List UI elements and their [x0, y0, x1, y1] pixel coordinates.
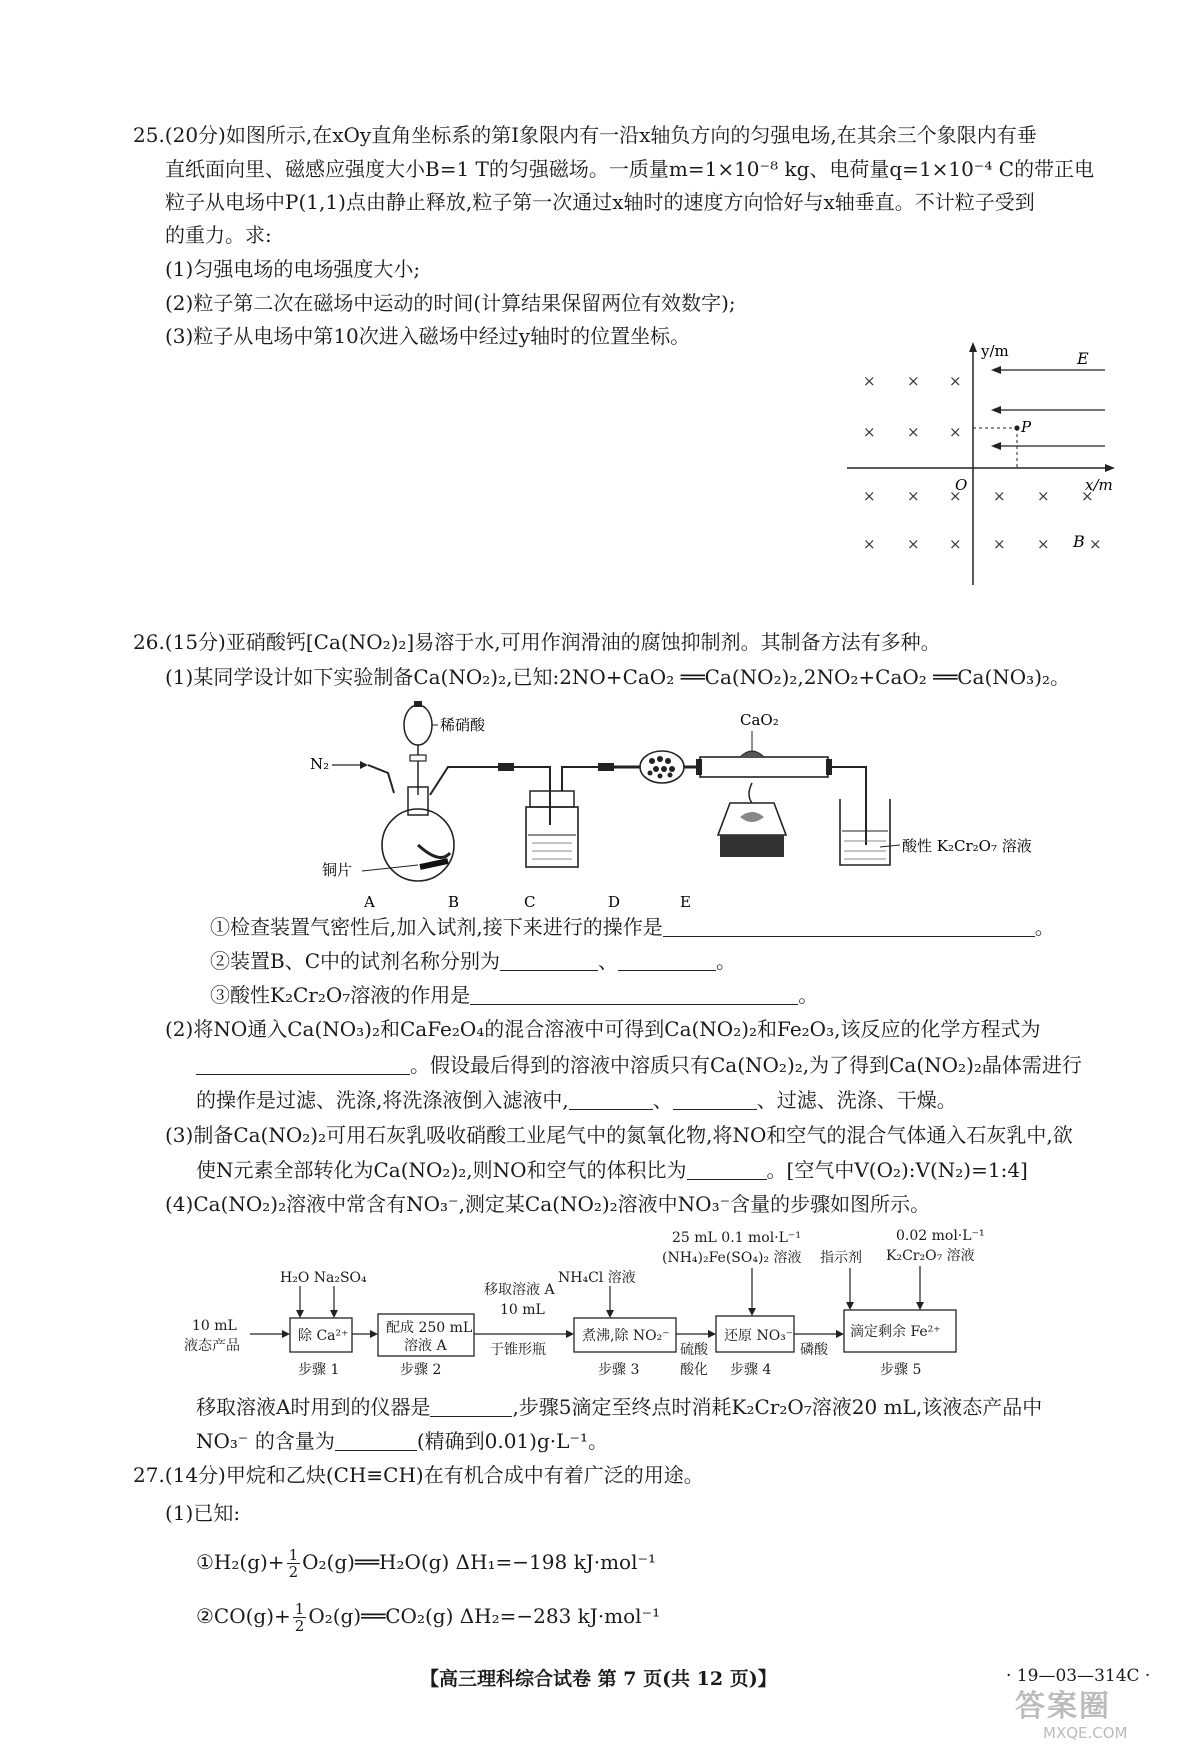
- bottle-b: [526, 807, 578, 867]
- acid-label: 稀硝酸: [440, 716, 486, 734]
- box-3-text: 煮沸,除 NO₂⁻: [582, 1328, 670, 1344]
- input-product: 液态产品: [184, 1338, 240, 1354]
- p-label: P: [1021, 418, 1032, 436]
- q26-p4-line1: (4)Ca(NO₂)₂溶液中常含有NO₃⁻,测定某Ca(NO₂)₂溶液中NO₃⁻含量的步骤如图所示。: [165, 1192, 931, 1216]
- magnetic-field-crosses: [863, 372, 1102, 553]
- q26-s1: ①检查装置气密性后,加入试剂,接下来进行的操作是 。: [210, 915, 1055, 939]
- n2-label: N₂: [310, 755, 330, 773]
- q26-p2-line3: 的操作是过滤、洗涤,将洗涤液倒入滤液中, 、 、过滤、洗涤、干燥。: [196, 1088, 957, 1112]
- blank-2[interactable]: [500, 950, 598, 971]
- step-1-label: 步骤 1: [298, 1362, 340, 1378]
- blank-10[interactable]: [335, 1430, 417, 1451]
- q26-p4-line3: NO₃⁻ 的含量为 (精确到0.01)g·L⁻¹。: [196, 1429, 608, 1453]
- step-4-label: 步骤 4: [730, 1362, 772, 1378]
- svg-text:×: ×: [907, 487, 920, 505]
- box-2-line-1: 配成 250 mL: [386, 1320, 473, 1336]
- q25-line1: 25.(20分)如图所示,在xOy直角坐标系的第Ⅰ象限内有一沿x轴负方向的匀强电场,在其余三个象限内有垂: [133, 123, 1037, 147]
- svg-text:×: ×: [949, 423, 962, 441]
- reagent-3: NH₄Cl 溶液: [558, 1270, 636, 1286]
- arrow-3-bottom-2: 酸化: [680, 1362, 708, 1378]
- svg-text:×: ×: [907, 535, 920, 553]
- label-d: D: [608, 893, 621, 911]
- svg-text:×: ×: [863, 487, 876, 505]
- separatory-funnel: [404, 705, 432, 745]
- solution-label: 酸性 K₂Cr₂O₇ 溶液: [902, 837, 1032, 855]
- q27-line1: 27.(14分)甲烷和乙炔(CH≡CH)在有机合成中有着广泛的用途。: [133, 1463, 704, 1487]
- box-4-text: 还原 NO₃⁻: [724, 1328, 794, 1344]
- apparatus-diagram: [300, 695, 1032, 915]
- q26-p3-line2: 使N元素全部转化为Ca(NO₂)₂,则NO和空气的体积比为 。[空气中V(O₂):V(N₂)=1:4]: [196, 1158, 1028, 1182]
- point-p: [1014, 425, 1019, 430]
- svg-text:×: ×: [1089, 535, 1102, 553]
- titration-flowchart: [180, 1222, 1080, 1382]
- q26-p3-line1: (3)制备Ca(NO₂)₂可用石灰乳吸收硝酸工业尾气中的氮氧化物,将NO和空气的混合气体通入石灰乳中,欲: [165, 1123, 1073, 1147]
- q25-sub3: (3)粒子从电场中第10次进入磁场中经过y轴时的位置坐标。: [165, 324, 691, 348]
- q25-sub1: (1)匀强电场的电场强度大小;: [165, 257, 421, 281]
- blank-9[interactable]: [430, 1396, 512, 1417]
- svg-text:×: ×: [993, 487, 1006, 505]
- page-footer: 【高三理科综合试卷 第 7 页(共 12 页)】: [420, 1668, 777, 1690]
- label-e: E: [680, 893, 691, 911]
- step-3-label: 步骤 3: [598, 1362, 640, 1378]
- reagent-4-line-1: 25 mL 0.1 mol·L⁻¹: [672, 1230, 801, 1246]
- blank-3[interactable]: [618, 950, 716, 971]
- q26-line1: 26.(15分)亚硝酸钙[Ca(NO₂)₂]易溶于水,可用作润滑油的腐蚀抑制剂。其制备方法有多种。: [133, 630, 941, 654]
- b-label: B: [1073, 532, 1085, 551]
- step-5-label: 步骤 5: [880, 1362, 922, 1378]
- cao2-label: CaO₂: [740, 711, 779, 729]
- q25-line3: 粒子从电场中P(1,1)点由静止释放,粒子第一次通过x轴时的速度方向恰好与x轴垂直。不计粒子受到: [165, 190, 1035, 214]
- arrow-4-label: 磷酸: [800, 1342, 828, 1358]
- x-axis-label: x/m: [1085, 476, 1113, 494]
- q26-line2: (1)某同学设计如下实验制备Ca(NO₂)₂,已知:2NO+CaO₂ ══Ca(NO₂)₂,2NO₂+CaO₂ ══Ca(NO₃)₂。: [165, 665, 1071, 689]
- e-label: E: [1077, 349, 1089, 368]
- reaction-tube-d: [700, 757, 828, 777]
- n2-inlet-tube: [368, 765, 394, 793]
- watermark-bottom: MXQE.COM: [1043, 1724, 1128, 1742]
- reagent-5a: 指示剂: [820, 1250, 862, 1266]
- svg-text:×: ×: [1081, 487, 1094, 505]
- label-c: C: [524, 893, 536, 911]
- reagent-4-line-2: (NH₄)₂Fe(SO₄)₂ 溶液: [662, 1250, 802, 1266]
- arrow-2-top-1: 移取溶液 A: [484, 1282, 555, 1298]
- arrow-2-top-2: 10 mL: [500, 1302, 545, 1318]
- lamp-base: [720, 835, 784, 857]
- svg-text:×: ×: [863, 423, 876, 441]
- svg-text:×: ×: [863, 372, 876, 390]
- svg-text:×: ×: [949, 372, 962, 390]
- blank-7[interactable]: [673, 1089, 757, 1110]
- svg-text:×: ×: [1037, 535, 1050, 553]
- q25-sub2: (2)粒子第二次在磁场中运动的时间(计算结果保留两位有效数字);: [165, 291, 736, 315]
- y-axis-label: y/m: [981, 342, 1009, 360]
- q26-p2-line1: (2)将NO通入Ca(NO₃)₂和CaFe₂O₄的混合溶液中可得到Ca(NO₂)₂和Fe₂O₃,该反应的化学方程式为: [165, 1017, 1041, 1041]
- fraction-half-2: $\frac{1}{2}$: [294, 1600, 305, 1635]
- input-volume: 10 mL: [192, 1318, 237, 1334]
- svg-text:×: ×: [1037, 487, 1050, 505]
- blank-5[interactable]: [196, 1054, 410, 1075]
- label-a: A: [364, 893, 375, 911]
- q25-line4: 的重力。求:: [165, 223, 272, 247]
- svg-text:×: ×: [907, 423, 920, 441]
- svg-text:×: ×: [863, 535, 876, 553]
- arrow-2-bottom: 于锥形瓶: [490, 1342, 546, 1358]
- q25-line2: 直纸面向里、磁感应强度大小B=1 T的匀强磁场。一质量m=1×10⁻⁸ kg、电荷量q=1×10⁻⁴ C的带正电: [165, 157, 1095, 181]
- box-2-line-2: 溶液 A: [404, 1338, 447, 1354]
- paper-code: · 19—03—314C ·: [1006, 1666, 1151, 1686]
- svg-text:×: ×: [949, 487, 962, 505]
- box-5-text: 滴定剩余 Fe²⁺: [850, 1324, 941, 1340]
- q27-eq2: ②CO(g)+ $\frac{1}{2}$ O₂(g)══CO₂(g) ΔH₂=−283 kJ·mol⁻¹: [196, 1600, 661, 1635]
- q26-p2-line2: 。假设最后得到的溶液中溶质只有Ca(NO₂)₂,为了得到Ca(NO₂)₂晶体需进行: [196, 1052, 1082, 1078]
- q26-p4-line2: 移取溶液A时用到的仪器是 ,步骤5滴定至终点时消耗K₂Cr₂O₇溶液20 mL,该液态产品中: [196, 1395, 1043, 1419]
- svg-text:×: ×: [993, 535, 1006, 553]
- fraction-half-1: $\frac{1}{2}$: [288, 1546, 299, 1581]
- blank-1[interactable]: [663, 916, 1035, 937]
- blank-8[interactable]: [687, 1159, 767, 1180]
- q27-eq1: ①H₂(g)+ $\frac{1}{2}$ O₂(g)══H₂O(g) ΔH₁=−198 kJ·mol⁻¹: [196, 1546, 657, 1581]
- watermark-logo: [1015, 1690, 1190, 1746]
- q27-line2: (1)已知:: [165, 1501, 241, 1525]
- q26-s2: ②装置B、C中的试剂名称分别为 、 。: [210, 949, 736, 973]
- reagent-5b-line-1: 0.02 mol·L⁻¹: [896, 1228, 985, 1244]
- reagent-5b-line-2: K₂Cr₂O₇ 溶液: [886, 1248, 975, 1264]
- svg-text:×: ×: [907, 372, 920, 390]
- origin-label: O: [955, 476, 968, 494]
- step-2-label: 步骤 2: [400, 1362, 442, 1378]
- svg-text:×: ×: [949, 535, 962, 553]
- q26-s3: ③酸性K₂Cr₂O₇溶液的作用是 。: [210, 983, 819, 1007]
- copper-label: 铜片: [322, 861, 353, 879]
- arrow-3-bottom-1: 硫酸: [680, 1342, 708, 1358]
- label-b: B: [448, 893, 460, 911]
- blank-6[interactable]: [569, 1089, 653, 1110]
- watermark-top: 答案圈: [1015, 1689, 1111, 1724]
- box-1-text: 除 Ca²⁺: [298, 1328, 349, 1344]
- blank-4[interactable]: [470, 984, 798, 1005]
- q25-field-diagram: [835, 340, 1125, 595]
- reagent-1: H₂O Na₂SO₄: [280, 1270, 367, 1286]
